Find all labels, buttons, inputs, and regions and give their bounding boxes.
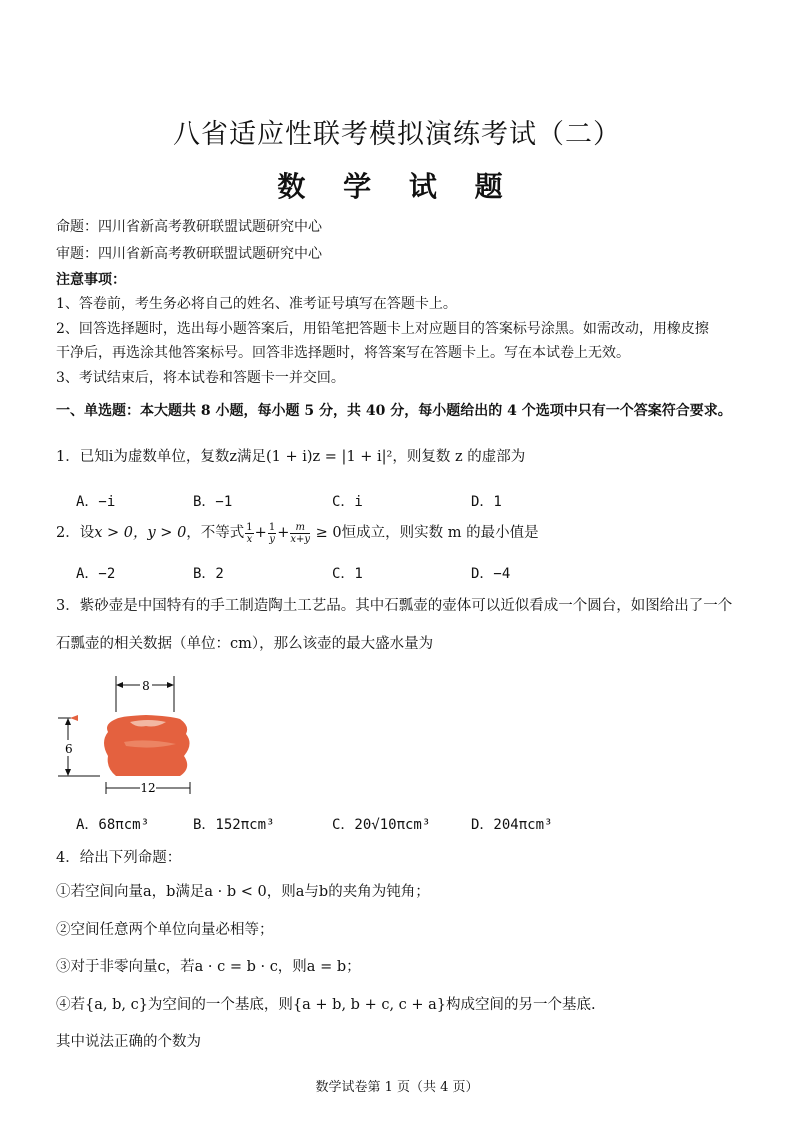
author-line: 命题：四川省新高考教研联盟试题研究中心: [56, 219, 322, 235]
subject-title: 数 学 试 题: [277, 170, 517, 203]
q2-condition: x > 0，y > 0: [94, 525, 187, 541]
height-dim-marker: [70, 715, 78, 721]
q2-frac-1-over-y: $\frac{1}{y}$: [268, 521, 276, 545]
height-dim-arrow-bottom: [65, 769, 71, 776]
q2-option-c: C．1: [332, 566, 363, 582]
q2-suffix: 恒成立，则实数 m 的最小值是: [341, 525, 539, 541]
question-2-text: 2．设x > 0，y > 0，不等式 $\frac{1}{x}$ + $\frac{1}{y}$ + $\frac{m}{x+y}$ ≥ 0恒成立，则实数 m 的最小值是: [56, 521, 539, 545]
q2-option-b: B．2: [193, 566, 224, 582]
q3-option-d: D．204πcm³: [471, 817, 553, 833]
q1-option-c: C．i: [332, 494, 363, 510]
question-3-line-2: 石瓢壶的相关数据（单位：cm），那么该壶的最大盛水量为: [56, 636, 434, 652]
height-dim-arrow-top: [65, 718, 71, 725]
q2-frac-m-over-xy: $\frac{m}{x+y}$: [290, 521, 311, 545]
question-3-line-1: 3．紫砂壶是中国特有的手工制造陶土工艺品。其中石瓢壶的壶体可以近似看成一个圆台，如图给出了一个: [56, 598, 733, 614]
notice-item-2-line-1: 2、回答选择题时，选出每小题答案后，用铅笔把答题卡上对应题目的答案标号涂黑。如需改动，用橡皮擦: [56, 321, 709, 337]
q4-statement-3: ③对于非零向量c，若a · c = b · c，则a = b；: [56, 959, 361, 975]
top-diameter-label: 8: [142, 679, 150, 693]
q3-option-b: B．152πcm³: [193, 817, 275, 833]
q2-prefix: 2．设: [56, 525, 95, 541]
notice-item-2-line-2: 干净后，再选涂其他答案标号。回答非选择题时，将答案写在答题卡上。写在本试卷上无效。: [56, 345, 630, 361]
question-1-text: 1．已知i为虚数单位，复数z满足(1 + i)z = |1 + i|²，则复数 z 的虚部为: [56, 449, 526, 465]
q3-option-c: C．20√10πcm³: [332, 817, 431, 833]
q1-option-d: D．1: [471, 494, 502, 510]
top-dim-arrow-right: [167, 682, 174, 688]
height-label: 6: [65, 742, 73, 756]
notice-item-3: 3、考试结束后，将本试卷和答题卡一并交回。: [56, 370, 345, 386]
exam-title: 八省适应性联考模拟演练考试（二）: [173, 119, 621, 150]
notice-item-1: 1、答卷前，考生务必将自己的姓名、准考证号填写在答题卡上。: [56, 296, 457, 312]
q4-statement-1: ①若空间向量a，b满足a · b < 0，则a与b的夹角为钝角；: [56, 884, 430, 900]
q4-statement-2: ②空间任意两个单位向量必相等；: [56, 922, 274, 938]
q2-mid: ，不等式: [186, 525, 245, 541]
section-1-heading: 一、单选题：本大题共 8 小题，每小题 5 分，共 40 分，每小题给出的 4 个选项中只有一个答案符合要求。: [56, 403, 732, 419]
question-4-intro: 4．给出下列命题：: [56, 850, 182, 866]
q1-option-b: B．−1: [193, 494, 233, 510]
notice-heading: 注意事项：: [56, 272, 126, 288]
q4-statement-4: ④若{a, b, c}为空间的一个基底，则{a + b, b + c, c + a}构成空间的另一个基底.: [56, 997, 596, 1013]
q4-tail: 其中说法正确的个数为: [56, 1034, 201, 1050]
q2-option-d: D．−4: [471, 566, 511, 582]
top-dim-arrow-left: [116, 682, 123, 688]
page-footer: 数学试卷第 1 页（共 4 页）: [315, 1080, 479, 1095]
reviewer-line: 审题：四川省新高考教研联盟试题研究中心: [56, 246, 322, 262]
q3-option-a: A．68πcm³: [76, 817, 150, 833]
q2-option-a: A．−2: [76, 566, 116, 582]
q2-frac-1-over-x: $\frac{1}{x}$: [246, 521, 253, 545]
q1-option-a: A．−i: [76, 494, 116, 510]
bottom-diameter-label: 12: [140, 781, 156, 795]
teapot-figure: [56, 672, 206, 802]
